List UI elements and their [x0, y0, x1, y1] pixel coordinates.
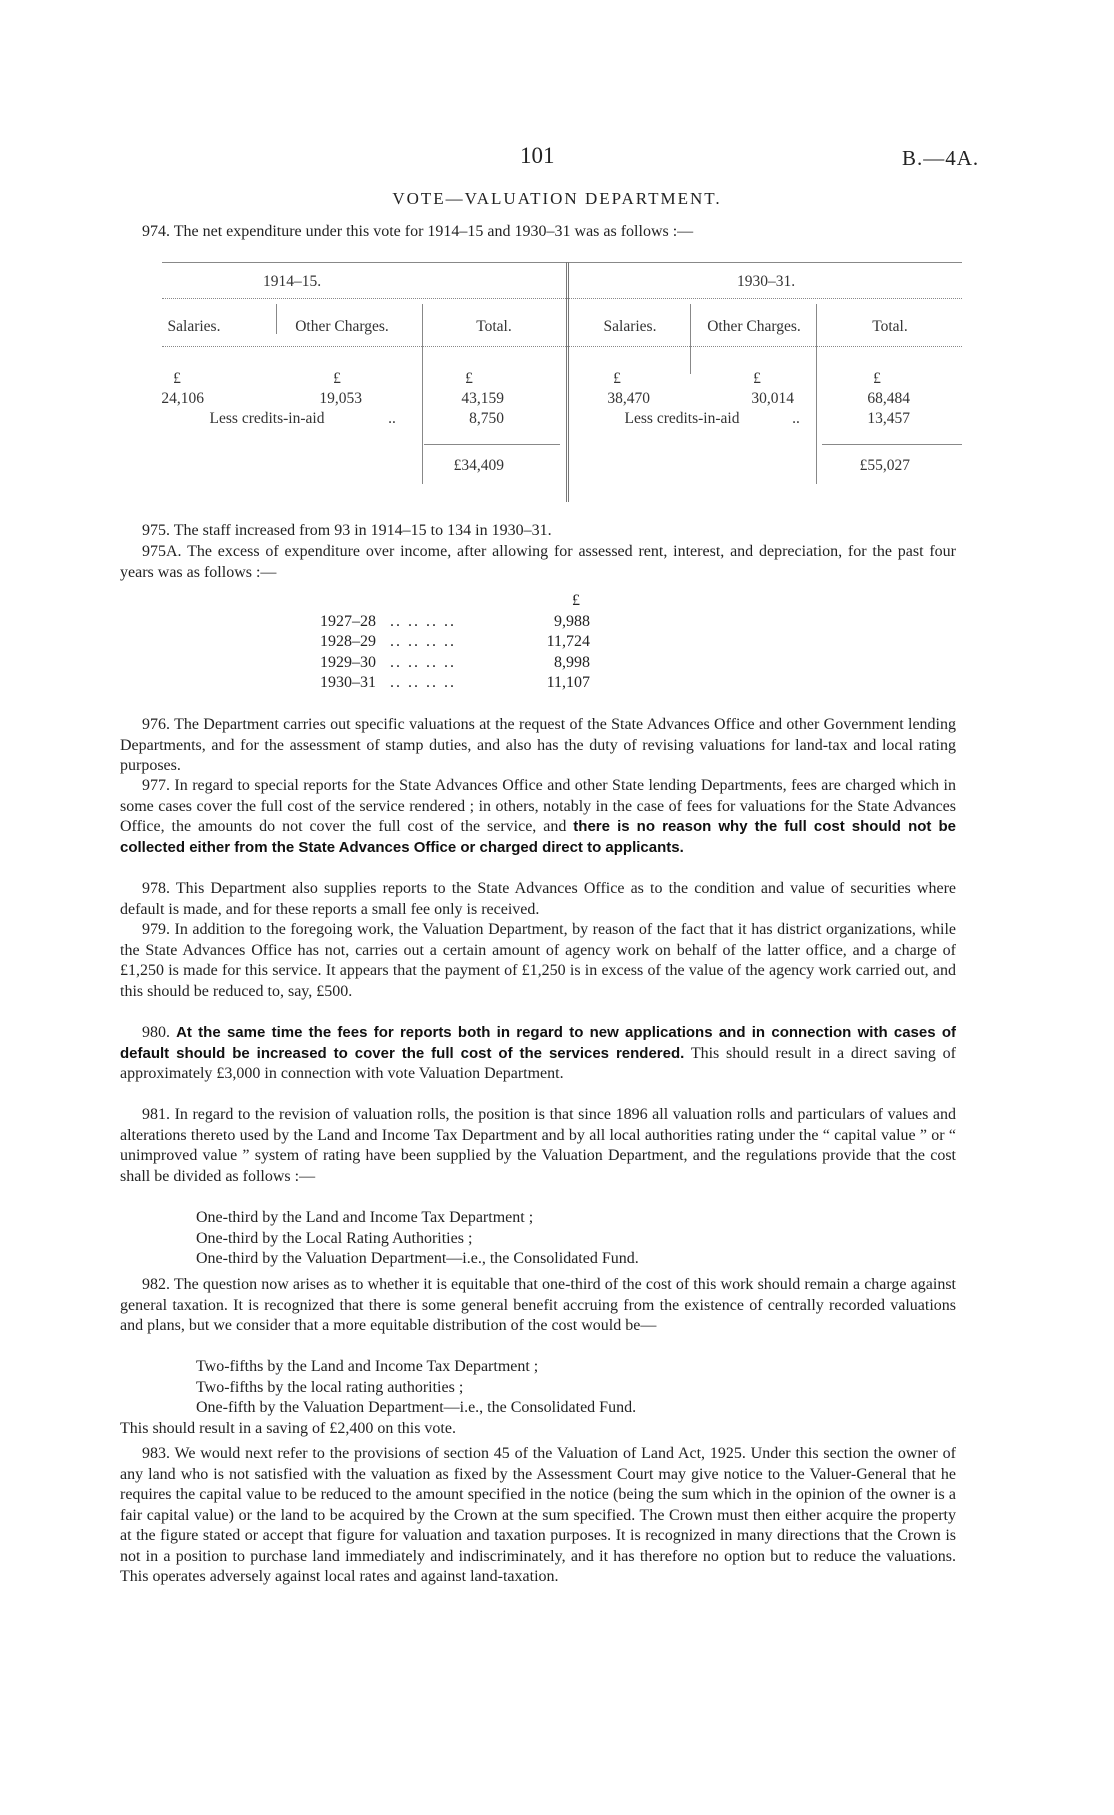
paragraph-980	[120, 1023, 956, 1085]
currency-symbol: £	[333, 370, 341, 387]
excess-value: 8,998	[554, 653, 590, 671]
salaries-1914: 24,106	[161, 390, 204, 407]
excess-value: 11,107	[546, 674, 590, 691]
net-total-1914: £34,409	[453, 457, 504, 474]
salaries-1930: 38,470	[607, 390, 650, 407]
less-credits-label-1914: Less credits-in-aid	[209, 410, 325, 427]
list-item: Two-fifths by the local rating authorities ;	[196, 1378, 464, 1396]
less-credits-1914: 8,750	[469, 410, 504, 427]
currency-symbol: £	[753, 370, 761, 387]
excess-year: 1927–28	[320, 612, 376, 630]
total-1930: 68,484	[867, 390, 910, 407]
table-rule	[422, 304, 423, 484]
excess-year: 1929–30	[320, 653, 376, 671]
currency-symbol: £	[572, 592, 580, 609]
col-total-a: Total.	[476, 318, 512, 335]
paragraph-979: 979. In addition to the foregoing work, the Valuation Department, by reason of the fact that it has district organizations, while the State Advances Office has not, carries out a certain amount of agency work on behalf of the latter office, and a charge of £1,250 is made for this service. It appears that the payment of £1,250 is in excess of the value of the agency work carried out, and this should be reduced to, say, £500.	[120, 921, 956, 1000]
paragraph-980-text: This should result in a direct saving of approximately £3,000 in connection with vote Valuation Department.	[120, 1044, 956, 1082]
leader-dots: .. .. .. ..	[390, 674, 456, 691]
excess-row	[320, 653, 740, 674]
leader-dots: .. .. .. ..	[390, 653, 456, 671]
cost-division-list	[196, 1208, 639, 1270]
col-other-a: Other Charges.	[295, 318, 389, 335]
col-salaries-a: Salaries.	[167, 318, 221, 335]
table-rule	[162, 262, 962, 263]
page-number: 101	[520, 143, 555, 168]
table-rule	[690, 304, 691, 374]
paragraph-983: 983. We would next refer to the provisions of section 45 of the Valuation of Land Act, 1925. Under this section the owner of any land who is not satisfied with the valuation as fixed by the Assessment Court may give notice to the Valuer-General that he requires the capital value to be reduced to the amount specified in the notice (being the sum which in the opinion of the owner is a fair capital value) or the land to be acquired by the Crown at the sum specified. The Crown must then either acquire the property at the figure stated or accept that figure for valuation and taxation purposes. It is recognized in many directions that the Crown is not in a position to purchase land immediately and indiscriminately, and it has therefore no option but to reduce the valuations. This operates adversely against local rates and against land-taxation.	[120, 1445, 956, 1585]
col-total-b: Total.	[872, 318, 908, 335]
excess-value: 11,724	[546, 633, 590, 650]
paragraph-977-emphasis: there is no reason why the full cost should not be collected either from the State Advances Office or charged direct to applicants.	[120, 818, 956, 856]
list-item: One-fifth by the Valuation Department—i.e., the Consolidated Fund.	[196, 1399, 637, 1416]
paragraph-977	[120, 776, 956, 858]
paragraph-982-conclusion: This should result in a saving of £2,400 on this vote.	[120, 1420, 456, 1437]
leader-dots: .. .. .. ..	[390, 612, 456, 630]
leader-dots: .. .. .. ..	[390, 633, 456, 650]
excess-year: 1930–31	[320, 674, 376, 691]
document-reference: B.—4A.	[902, 146, 980, 170]
section-title: VOTE—VALUATION DEPARTMENT.	[392, 189, 722, 208]
paragraph-977-text: 977. In regard to special reports for the State Advances Office and other State lending Departments, fees are charged which in some cases cover the full cost of the service rendered ; in others, notably in the case of fees for valuations for the State Advances Office, the amounts do not cover the full cost of the service, and	[120, 777, 956, 835]
expenditure-table	[162, 262, 962, 502]
paragraph-976: 976. The Department carries out specific valuations at the request of the State Advances Office and other Government lending Departments, and for the assessment of stamp duties, and also has the duty of revising valuations for land-tax and local rating purposes.	[120, 716, 956, 774]
table-rule	[816, 304, 817, 484]
other-charges-1930: 30,014	[751, 390, 794, 407]
excess-row	[320, 673, 740, 694]
table-rule	[822, 444, 962, 445]
proposed-division-list	[196, 1357, 636, 1419]
paragraph-978: 978. This Department also supplies reports to the State Advances Office as to the condition and value of securities where default is made, and for these reports a small fee only is received.	[120, 880, 956, 918]
excess-row	[320, 632, 740, 653]
paragraph-974: 974. The net expenditure under this vote for 1914–15 and 1930–31 was as follows :—	[142, 223, 694, 240]
period-header-1930: 1930–31.	[736, 273, 796, 290]
leader-dots: ..	[792, 410, 800, 427]
list-item: One-third by the Valuation Department—i.e., the Consolidated Fund.	[196, 1250, 639, 1267]
paragraph-980-emphasis: At the same time the fees for reports both in regard to new applications and in connection with cases of default should be increased to cover the full cost of the services rendered.	[120, 1024, 956, 1062]
table-rule	[424, 444, 560, 445]
excess-table	[320, 591, 740, 694]
paragraph-980-number: 980.	[142, 1024, 177, 1041]
net-total-1930: £55,027	[859, 457, 910, 474]
paragraph-981: 981. In regard to the revision of valuation rolls, the position is that since 1896 all valuation rolls and particulars of values and alterations thereto used by the Land and Income Tax Department and by all local authorities rating under the “ capital value ” or “ unimproved value ” system of rating have been supplied by the Valuation Department, and the regulations provide that the cost shall be divided as follows :—	[120, 1106, 956, 1185]
excess-row	[320, 612, 740, 633]
currency-symbol: £	[873, 370, 881, 387]
leader-dots: ..	[388, 410, 396, 427]
other-charges-1914: 19,053	[319, 390, 362, 407]
excess-value: 9,988	[554, 612, 590, 630]
total-1914: 43,159	[461, 390, 504, 407]
currency-symbol: £	[613, 370, 621, 387]
less-credits-label-1930: Less credits-in-aid	[624, 410, 740, 427]
list-item: One-third by the Local Rating Authorities ;	[196, 1229, 473, 1247]
excess-year: 1928–29	[320, 633, 376, 650]
paragraph-982: 982. The question now arises as to whether it is equitable that one-third of the cost of this work should remain a charge against general taxation. It is recognized that there is some general benefit accruing from the existence of centrally recorded valuations and plans, but we consider that a more equitable distribution of the cost would be—	[120, 1276, 956, 1334]
currency-symbol: £	[465, 370, 473, 387]
col-other-b: Other Charges.	[707, 318, 801, 335]
col-salaries-b: Salaries.	[603, 318, 657, 335]
paragraph-975a: 975A. The excess of expenditure over income, after allowing for assessed rent, interest, and depreciation, for the past four years was as follows :—	[120, 543, 956, 581]
less-credits-1930: 13,457	[867, 410, 910, 427]
currency-symbol: £	[173, 370, 181, 387]
table-rule	[566, 262, 569, 502]
list-item: Two-fifths by the Land and Income Tax Department ;	[196, 1358, 539, 1375]
list-item: One-third by the Land and Income Tax Department ;	[196, 1209, 534, 1226]
period-header-1914: 1914–15.	[262, 273, 322, 290]
table-rule	[162, 298, 962, 299]
paragraph-975: 975. The staff increased from 93 in 1914–15 to 134 in 1930–31.	[142, 522, 552, 539]
table-rule	[162, 346, 962, 347]
